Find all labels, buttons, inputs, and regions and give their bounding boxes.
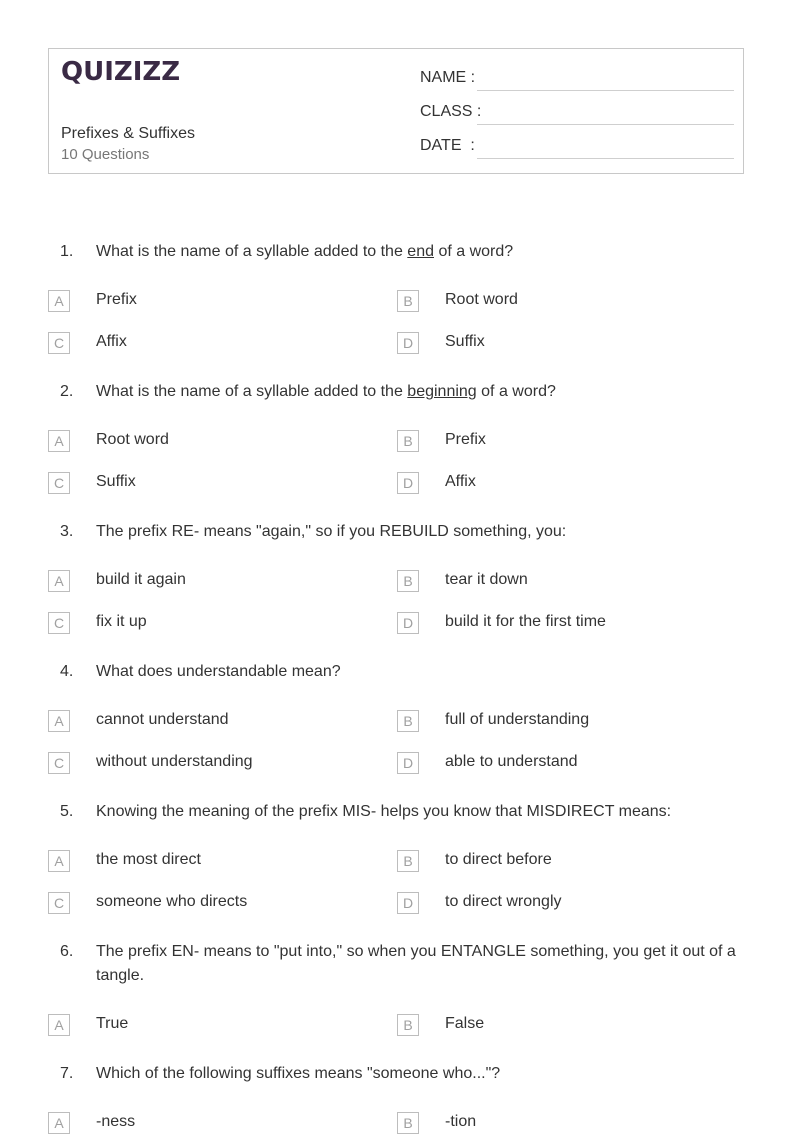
worksheet-header: [48, 48, 744, 174]
question-text-part: of a word?: [434, 243, 514, 260]
class-field: [420, 103, 734, 127]
option-text: Root word: [445, 291, 518, 308]
class-label: CLASS :: [420, 103, 482, 120]
option-letter: B: [397, 290, 419, 312]
option-letter: A: [48, 850, 70, 872]
name-field: [420, 69, 734, 93]
class-line: [477, 124, 734, 125]
question-number: 1.: [60, 243, 74, 260]
name-label: NAME :: [420, 69, 476, 86]
option-letter: D: [397, 332, 419, 354]
option-text: Suffix: [445, 333, 485, 350]
option-text: to direct wrongly: [445, 893, 562, 910]
option-text: full of understanding: [445, 711, 590, 728]
option-letter: D: [397, 612, 419, 634]
option-text: cannot understand: [96, 711, 229, 728]
option-letter: A: [48, 430, 70, 452]
option-text: tear it down: [445, 571, 528, 588]
question-text: Which of the following suffixes means "someone who..."?: [96, 1065, 501, 1082]
option-letter: B: [397, 710, 419, 732]
option-letter: B: [397, 1112, 419, 1134]
option-text: Affix: [96, 333, 127, 350]
option-letter: D: [397, 752, 419, 774]
option-letter: C: [48, 472, 70, 494]
option-text: True: [96, 1015, 129, 1032]
question-number: 7.: [60, 1065, 74, 1082]
option-letter: D: [397, 892, 419, 914]
option-text: Prefix: [445, 431, 486, 448]
option-letter: C: [48, 752, 70, 774]
quizizz-logo: QUIZIZZ: [61, 57, 181, 87]
option-letter: B: [397, 1014, 419, 1036]
date-line: [477, 158, 734, 159]
option-text: False: [445, 1015, 485, 1032]
question-number: 5.: [60, 803, 74, 820]
option-letter: B: [397, 570, 419, 592]
option-letter: A: [48, 710, 70, 732]
question-text: Knowing the meaning of the prefix MIS- helps you know that MISDIRECT means:: [96, 803, 672, 820]
option-letter: A: [48, 570, 70, 592]
question-text-underlined: beginning: [407, 383, 477, 400]
option-text: build it for the first time: [445, 613, 606, 630]
option-letter: A: [48, 1112, 70, 1134]
question-text: [96, 240, 746, 264]
option-letter: C: [48, 892, 70, 914]
option-letter: B: [397, 430, 419, 452]
option-text: able to understand: [445, 753, 578, 770]
question-text: The prefix RE- means "again," so if you REBUILD something, you:: [96, 523, 567, 540]
option-letter: D: [397, 472, 419, 494]
option-text: without understanding: [96, 753, 253, 770]
date-field: [420, 137, 734, 161]
option-text: the most direct: [96, 851, 201, 868]
date-label: DATE :: [420, 137, 475, 154]
option-text: someone who directs: [96, 893, 248, 910]
question-text-underlined: end: [407, 243, 434, 260]
question-text: What does understandable mean?: [96, 663, 341, 680]
question-count: 10 Questions: [61, 146, 150, 163]
option-letter: A: [48, 1014, 70, 1036]
question-number: 2.: [60, 383, 74, 400]
question-number: 3.: [60, 523, 74, 540]
question-text-part: of a word?: [476, 383, 556, 400]
option-letter: A: [48, 290, 70, 312]
question-number: 6.: [60, 943, 74, 960]
option-letter: C: [48, 332, 70, 354]
option-text: fix it up: [96, 613, 147, 630]
name-line: [477, 90, 734, 91]
option-text: -ness: [96, 1113, 136, 1130]
option-letter: C: [48, 612, 70, 634]
question-text-part: What is the name of a syllable added to the: [96, 243, 408, 260]
option-text: Suffix: [96, 473, 136, 490]
option-text: -tion: [445, 1113, 477, 1130]
option-text: Root word: [96, 431, 169, 448]
question-text-part: What is the name of a syllable added to the: [96, 383, 408, 400]
question-number: 4.: [60, 663, 74, 680]
question-text: The prefix EN- means to "put into," so when you ENTANGLE something, you get it out of a tangle.: [96, 943, 736, 984]
question-text: [96, 380, 746, 404]
option-text: Affix: [445, 473, 476, 490]
option-text: build it again: [96, 571, 186, 588]
option-text: to direct before: [445, 851, 552, 868]
option-text: Prefix: [96, 291, 137, 308]
worksheet-title: Prefixes & Suffixes: [61, 125, 195, 142]
option-letter: B: [397, 850, 419, 872]
